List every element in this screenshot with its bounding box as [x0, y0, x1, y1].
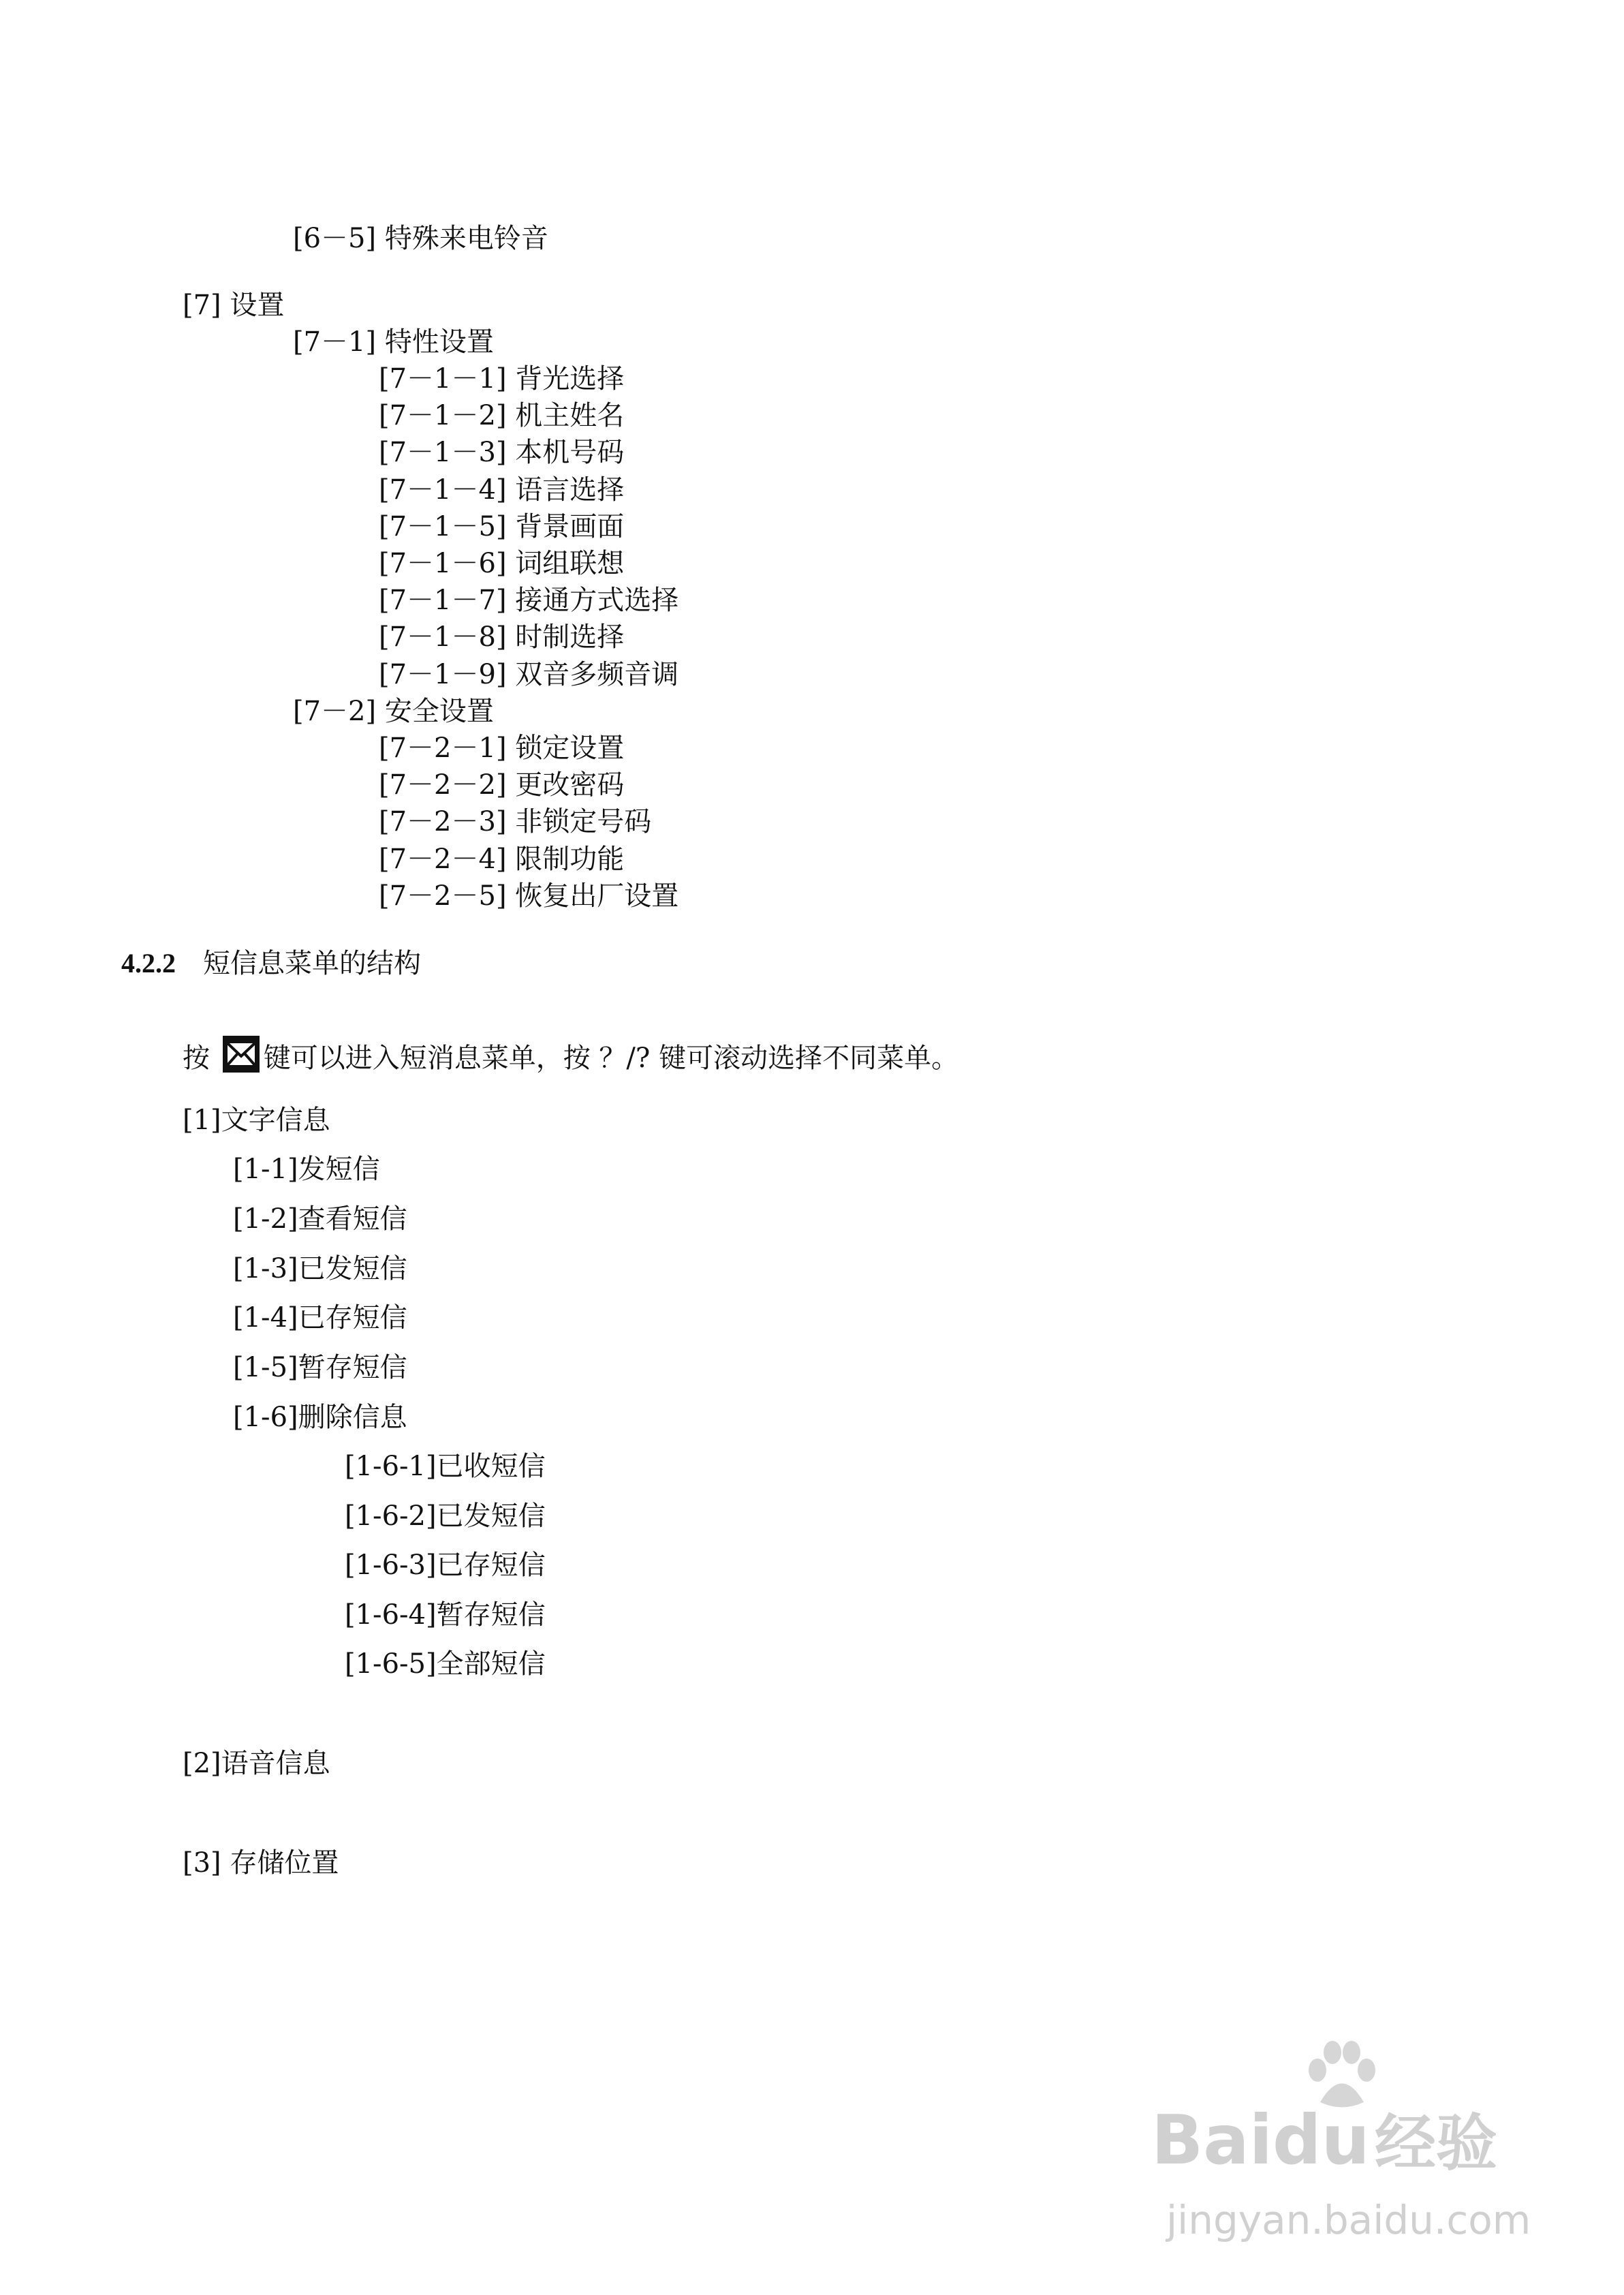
sms-menu-1-4: [1-4]已存短信	[233, 1302, 407, 1334]
intro-prefix: 按	[183, 1043, 210, 1074]
watermark-brand: Baidu	[1151, 2100, 1370, 2180]
menu-item-7-2: [7－2] 安全设置	[293, 696, 494, 727]
menu-item-7-1-9: [7－1－9] 双音多频音调	[379, 659, 679, 690]
sms-menu-1-5: [1-5]暂存短信	[233, 1352, 407, 1383]
menu-item-7-2-2: [7－2－2] 更改密码	[379, 769, 625, 801]
section-heading	[121, 947, 421, 980]
menu-item-7-1-4: [7－1－4] 语言选择	[379, 474, 625, 506]
sms-menu-1-6-5: [1-6-5]全部短信	[345, 1648, 546, 1680]
sms-menu-1-6-4: [1-6-4]暂存短信	[345, 1599, 546, 1631]
sms-menu-1-6-1: [1-6-1]已收短信	[345, 1451, 546, 1482]
sms-menu-1: [1]文字信息	[183, 1105, 330, 1136]
menu-item-7-1-5: [7－1－5] 背景画面	[379, 511, 625, 542]
menu-item-7-1-6: [7－1－6] 词组联想	[379, 548, 625, 579]
intro-suffix: 键可以进入短消息菜单，按 ？/? 键可滚动选择不同菜单。	[263, 1043, 959, 1074]
menu-header-settings: [7] 设置	[183, 290, 285, 321]
envelope-icon	[221, 1034, 261, 1074]
menu-item-7-1-7: [7－1－7] 接通方式选择	[379, 585, 679, 616]
menu-item-7-1-8: [7－1－8] 时制选择	[379, 621, 625, 653]
menu-item-7-2-1: [7－2－1] 锁定设置	[379, 733, 625, 764]
sms-menu-2: [2]语音信息	[183, 1748, 330, 1779]
watermark-product: 经验	[1375, 2108, 1497, 2179]
baidu-watermark	[1151, 2037, 1574, 2269]
menu-item-7-2-3: [7－2－3] 非锁定号码	[379, 806, 652, 837]
menu-item-7-1-2: [7－1－2] 机主姓名	[379, 400, 625, 431]
sms-menu-1-2: [1-2]查看短信	[233, 1203, 407, 1235]
menu-item-6-5: [6－5] 特殊来电铃音	[293, 223, 548, 254]
menu-item-7-1-1: [7－1－1] 背光选择	[379, 363, 625, 395]
menu-item-7-1: [7－1] 特性设置	[293, 326, 494, 358]
sms-menu-1-3: [1-3]已发短信	[233, 1253, 407, 1284]
sms-menu-1-6: [1-6]删除信息	[233, 1402, 407, 1433]
menu-item-7-1-3: [7－1－3] 本机号码	[379, 437, 625, 468]
intro-sentence	[183, 1034, 958, 1075]
sms-menu-3: [3] 存储位置	[183, 1847, 339, 1879]
watermark-url: jingyan.baidu.com	[1166, 2197, 1531, 2243]
sms-menu-1-6-2: [1-6-2]已发短信	[345, 1500, 546, 1532]
menu-item-7-2-5: [7－2－5] 恢复出厂设置	[379, 880, 679, 912]
sms-menu-1-6-3: [1-6-3]已存短信	[345, 1550, 546, 1581]
section-number: 4.2.2	[121, 948, 176, 979]
section-title: 短信息菜单的结构	[203, 948, 421, 979]
sms-menu-1-1: [1-1]发短信	[233, 1154, 380, 1185]
menu-item-7-2-4: [7－2－4] 限制功能	[379, 844, 625, 875]
